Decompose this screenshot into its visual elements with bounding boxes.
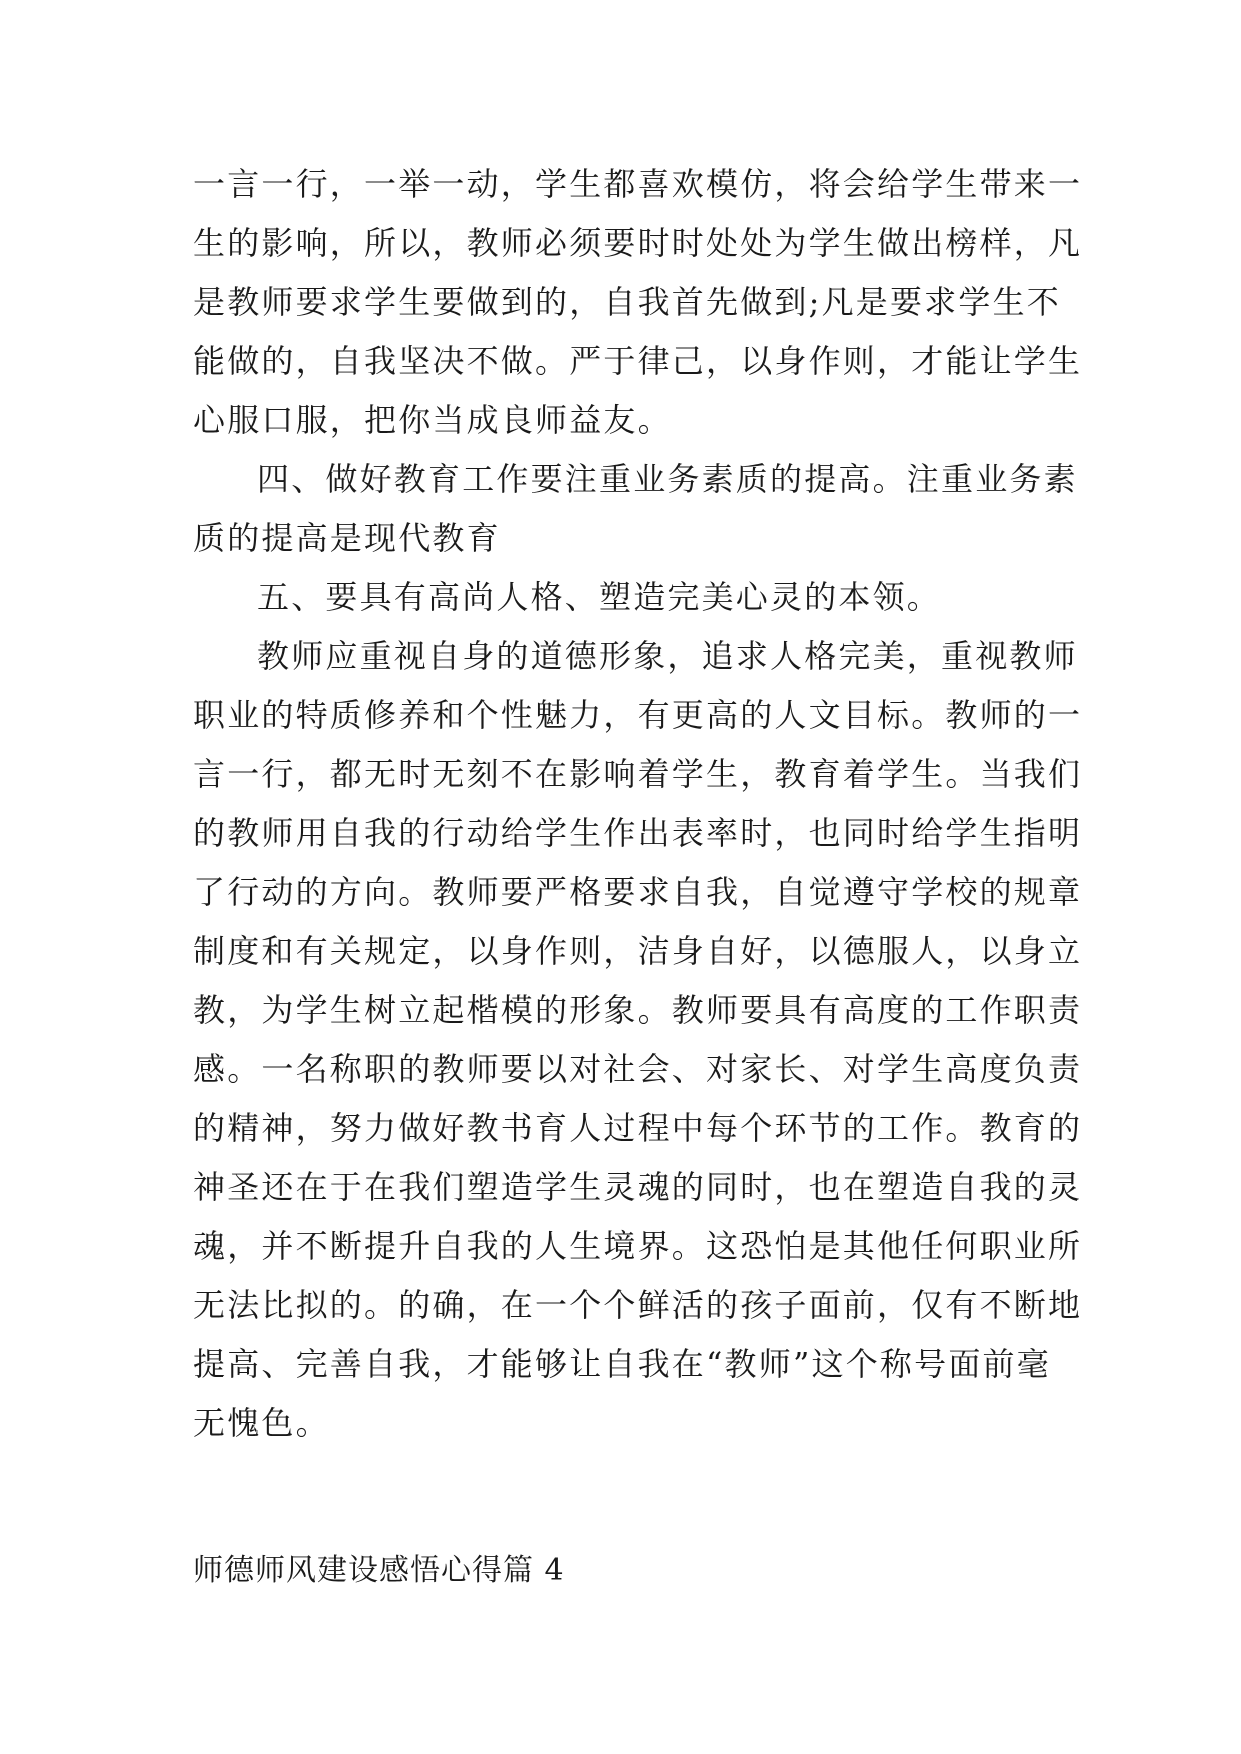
- document-body: [193, 155, 1083, 1600]
- text-line: 感。一名称职的教师要以对社会、对家长、对学生高度负责: [193, 1050, 1083, 1088]
- text-line: 五、要具有高尚人格、塑造完美心灵的本领。: [257, 578, 942, 616]
- text-line: 能做的，自我坚决不做。严于律己，以身作则，才能让学生: [193, 342, 1083, 380]
- paragraph-continuation: [193, 155, 1083, 450]
- text-line: 无愧色。: [193, 1404, 330, 1442]
- paragraph-teacher-ethics: [193, 627, 1083, 1453]
- text-line: 生的影响，所以，教师必须要时时处处为学生做出榜样，凡: [193, 224, 1083, 262]
- paragraph-point-five: [193, 568, 1053, 627]
- text-line: 制度和有关规定，以身作则，洁身自好，以德服人，以身立: [193, 932, 1083, 970]
- text-line: 的教师用自我的行动给学生作出表率时，也同时给学生指明: [193, 814, 1083, 852]
- text-line: 无法比拟的。的确，在一个个鲜活的孩子面前，仅有不断地: [193, 1286, 1083, 1324]
- text-line: 神圣还在于在我们塑造学生灵魂的同时，也在塑造自我的灵: [193, 1168, 1083, 1206]
- text-line: 质的提高是现代教育: [193, 519, 501, 557]
- text-line: 的精神，努力做好教书育人过程中每个环节的工作。教育的: [193, 1109, 1083, 1147]
- paragraph-point-four: [193, 450, 1078, 568]
- text-line: 职业的特质修养和个性魅力，有更高的人文目标。教师的一: [193, 696, 1083, 734]
- text-line: 是教师要求学生要做到的，自我首先做到;凡是要求学生不: [193, 283, 1061, 321]
- text-line: 心服口服，把你当成良师益友。: [193, 401, 672, 439]
- text-line: 教，为学生树立起楷模的形象。教师要具有高度的工作职责: [193, 991, 1083, 1029]
- text-line: 提高、完善自我，才能够让自我在“教师”这个称号面前毫: [193, 1345, 1051, 1383]
- text-line: 言一行，都无时无刻不在影响着学生，教育着学生。当我们: [193, 755, 1083, 793]
- text-line: 一言一行，一举一动，学生都喜欢模仿，将会给学生带来一: [193, 165, 1083, 203]
- section-heading: 师德师风建设感悟心得篇 4: [193, 1553, 565, 1588]
- section-gap: [193, 1453, 1053, 1541]
- text-line: 四、做好教育工作要注重业务素质的提高。注重业务素: [257, 460, 1078, 498]
- text-line: 了行动的方向。教师要严格要求自我，自觉遵守学校的规章: [193, 873, 1083, 911]
- text-line: 魂，并不断提升自我的人生境界。这恐怕是其他任何职业所: [193, 1227, 1083, 1265]
- text-line: 教师应重视自身的道德形象，追求人格完美，重视教师: [257, 637, 1078, 675]
